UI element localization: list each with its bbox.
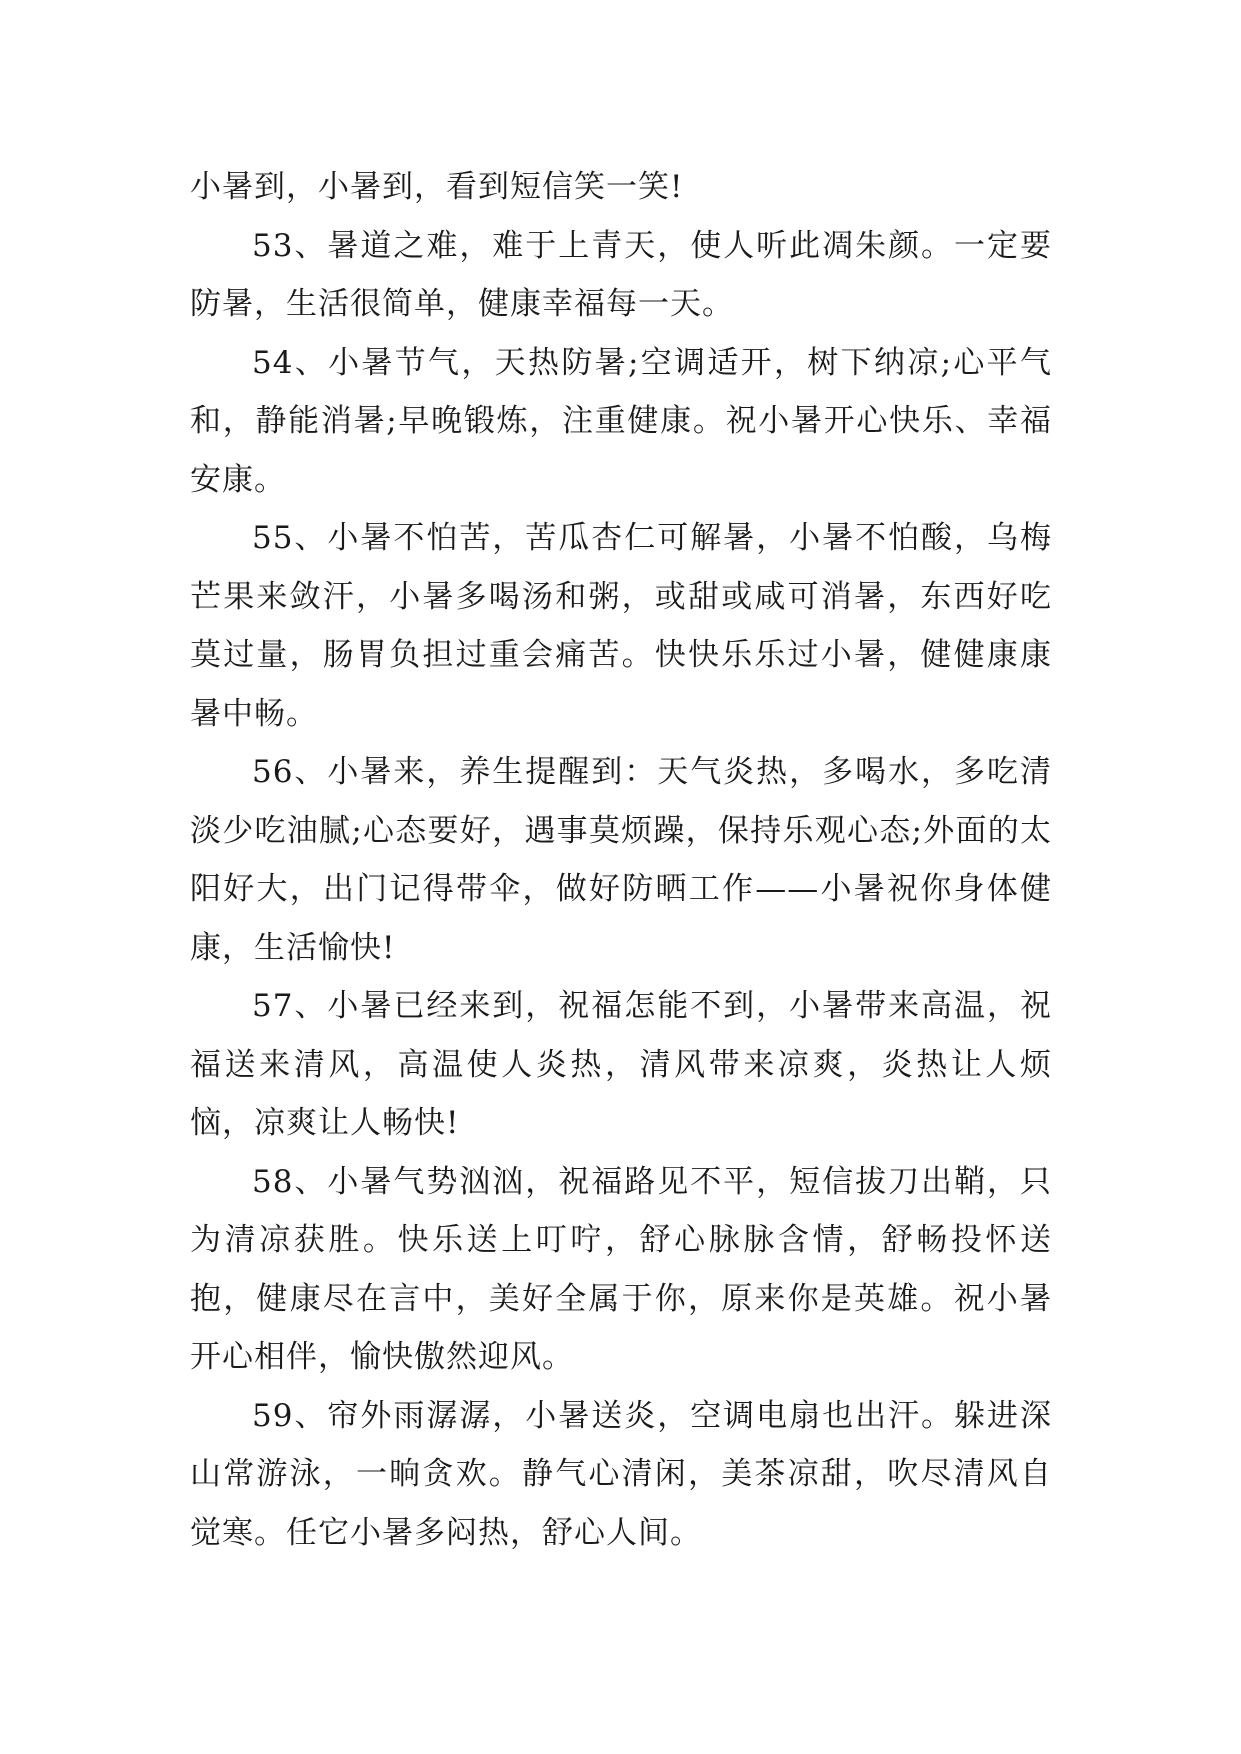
document-body <box>190 158 1052 1562</box>
paragraph-58: 58、小暑气势汹汹，祝福路见不平，短信拔刀出鞘，只为清凉获胜。快乐送上叮咛，舒心脉脉含情，舒畅投怀送抱，健康尽在言中，美好全属于你，原来你是英雄。祝小暑开心相伴，愉快傲然迎风。 <box>190 1163 1052 1375</box>
paragraph-57: 57、小暑已经来到，祝福怎能不到，小暑带来高温，祝福送来清风，高温使人炎热，清风带来凉爽，炎热让人烦恼，凉爽让人畅快! <box>190 988 1052 1141</box>
paragraph-53: 53、暑道之难，难于上青天，使人听此凋朱颜。一定要防暑，生活很简单，健康幸福每一天。 <box>190 227 1052 322</box>
paragraph-59: 59、帘外雨潺潺，小暑送炎，空调电扇也出汗。躲进深山常游泳，一晌贪欢。静气心清闲，美茶凉甜，吹尽清风自觉寒。任它小暑多闷热，舒心人间。 <box>190 1397 1052 1551</box>
paragraph-54: 54、小暑节气，天热防暑;空调适开，树下纳凉;心平气和，静能消暑;早晚锻炼，注重健康。祝小暑开心快乐、幸福安康。 <box>190 344 1052 498</box>
paragraph-continuation: 小暑到，小暑到，看到短信笑一笑! <box>190 169 684 205</box>
paragraph-56: 56、小暑来，养生提醒到：天气炎热，多喝水，多吃清淡少吃油腻;心态要好，遇事莫烦躁，保持乐观心态;外面的太阳好大，出门记得带伞，做好防晒工作——小暑祝你身体健康，生活愉快! <box>190 754 1052 966</box>
paragraph-55: 55、小暑不怕苦，苦瓜杏仁可解暑，小暑不怕酸，乌梅芒果来敛汗，小暑多喝汤和粥，或甜或咸可消暑，东西好吃莫过量，肠胃负担过重会痛苦。快快乐乐过小暑，健健康康暑中畅。 <box>190 520 1052 732</box>
